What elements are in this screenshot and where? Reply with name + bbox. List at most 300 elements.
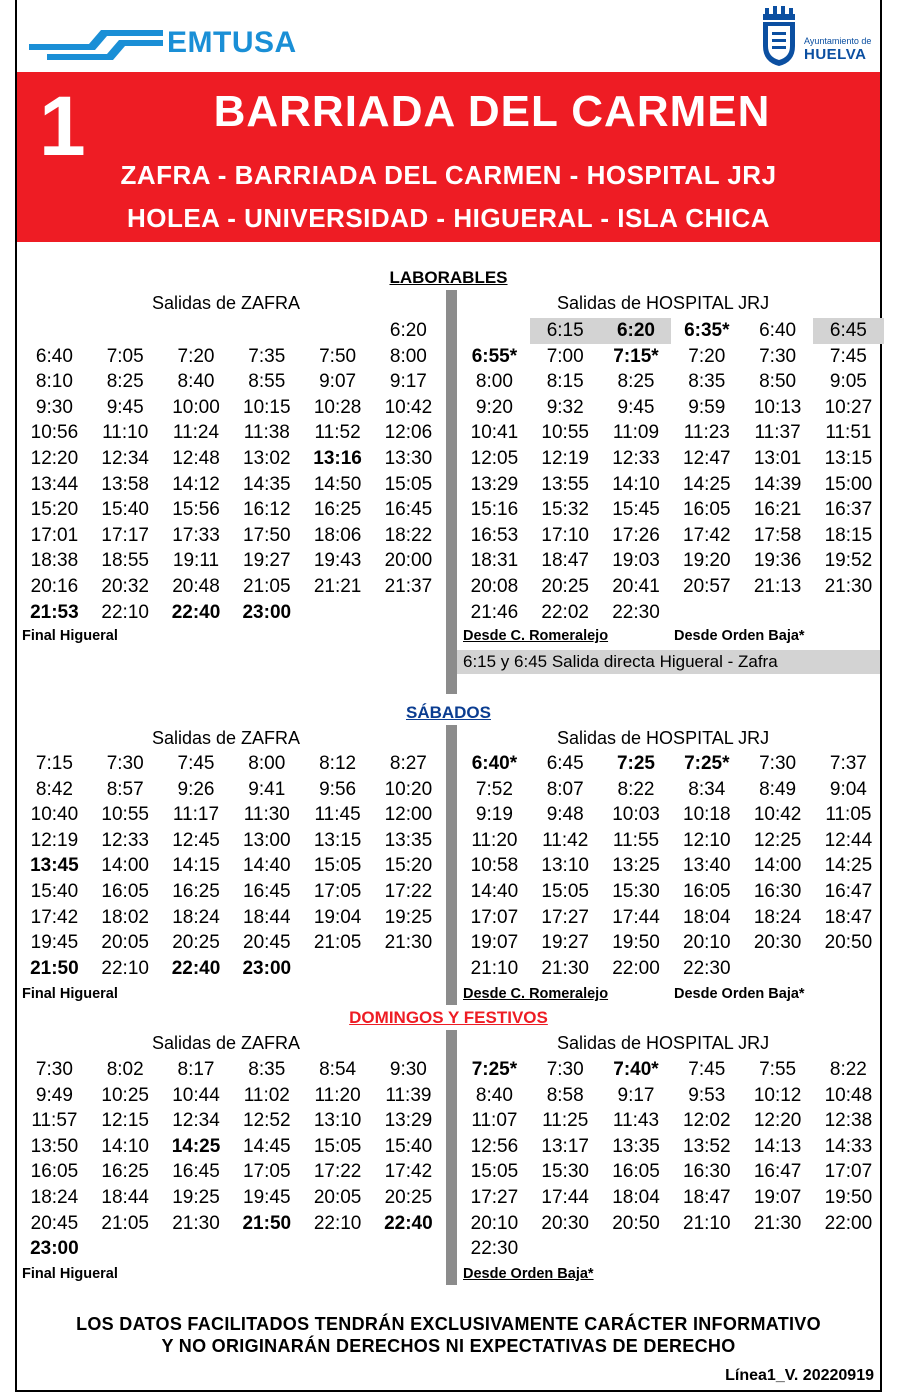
departure-time: 20:05	[101, 932, 149, 954]
departure-time: 8:00	[389, 345, 427, 367]
departure-time: 20:41	[612, 575, 660, 597]
departure-time: 14:45	[243, 1135, 291, 1157]
departure-time: 8:49	[759, 778, 797, 800]
departure-time: 17:17	[101, 524, 149, 546]
departure-time: 7:55	[759, 1059, 797, 1080]
empty-cell	[231, 318, 302, 344]
departure-time: 17:07	[470, 906, 519, 928]
departure-time: 7:52	[475, 778, 513, 800]
departure-time: 15:05	[313, 1135, 362, 1157]
empty-cell	[742, 1236, 813, 1262]
departure-time: 12:15	[101, 1110, 149, 1132]
departure-time: 18:31	[470, 550, 519, 572]
departure-time: 19:03	[612, 550, 660, 572]
departure-time: 11:25	[542, 1110, 589, 1132]
departure-time: 12:05	[470, 447, 519, 469]
departure-time: 16:05	[101, 880, 149, 902]
departure-time: 10:58	[470, 855, 519, 877]
departure-time: 15:56	[172, 499, 220, 521]
departure-time: 20:05	[313, 1186, 362, 1208]
departure-time: 20:45	[243, 932, 291, 954]
departure-time: 21:50	[30, 957, 79, 979]
departure-time: 16:45	[384, 499, 433, 521]
departure-time: 18:47	[824, 906, 873, 928]
departure-time: 18:47	[541, 550, 589, 572]
departure-time: 11:30	[243, 804, 290, 826]
departure-time: 12:00	[384, 804, 433, 826]
left-column-header: Salidas de ZAFRA	[152, 293, 301, 313]
departure-time: 17:10	[541, 524, 589, 546]
departure-time: 22:30	[612, 601, 660, 623]
departure-time: 16:05	[683, 880, 731, 902]
domingos-hospital-grid	[459, 1057, 884, 1262]
departure-time: 15:32	[541, 499, 589, 521]
departure-time: 12:48	[172, 447, 220, 469]
departure-time: 14:33	[824, 1135, 873, 1157]
departure-time: 18:38	[30, 550, 79, 572]
departure-time: 16:05	[30, 1161, 79, 1183]
departure-time: 19:27	[243, 550, 291, 572]
empty-cell	[302, 318, 373, 344]
departure-time: 9:05	[829, 371, 867, 393]
empty-cell	[161, 1236, 232, 1262]
final-higueral-note: Final Higueral	[22, 1266, 118, 1282]
departure-time: 12:38	[824, 1110, 873, 1132]
departure-time: 13:25	[612, 855, 660, 877]
departure-time: 8:42	[35, 778, 73, 800]
empty-cell	[601, 1236, 672, 1262]
departure-time: 20:50	[612, 1212, 660, 1234]
departure-time: 16:47	[753, 1161, 802, 1183]
departure-time: 11:09	[612, 422, 660, 444]
departure-time: 23:00	[242, 601, 292, 623]
departure-time: 12:02	[683, 1110, 731, 1132]
departure-time: 11:55	[612, 829, 660, 851]
departure-time: 8:57	[106, 778, 144, 800]
column-separator	[446, 1030, 457, 1285]
departure-time: 6:55*	[471, 345, 518, 367]
departure-time: 20:50	[824, 932, 873, 954]
departure-time: 16:47	[824, 880, 873, 902]
departure-time: 14:25	[824, 855, 873, 877]
departure-time: 11:07	[471, 1110, 518, 1132]
departure-time: 8:07	[546, 778, 584, 800]
brand-name: EMTUSA	[167, 26, 297, 59]
departure-time: 11:45	[314, 804, 361, 826]
departure-time: 7:40*	[613, 1059, 659, 1080]
departure-time: 7:35	[248, 345, 286, 367]
departure-time: 12:56	[470, 1135, 519, 1157]
departure-time: 19:25	[384, 906, 433, 928]
laborables-hospital-grid	[459, 318, 884, 625]
departure-time: 19:04	[313, 906, 362, 928]
departure-time: 13:10	[541, 855, 589, 877]
departure-time: 13:40	[683, 855, 731, 877]
departure-time: 20:08	[470, 575, 519, 597]
departure-time: 11:02	[243, 1084, 290, 1106]
departure-time: 20:16	[30, 575, 79, 597]
empty-cell	[90, 1236, 161, 1262]
section-title-sabados: SÁBADOS	[405, 703, 491, 722]
departure-time: 18:55	[101, 550, 149, 572]
departure-time: 12:25	[753, 829, 802, 851]
departure-time: 17:22	[313, 1161, 362, 1183]
departure-time: 16:45	[243, 880, 291, 902]
departure-time: 7:30	[546, 1059, 584, 1080]
departure-time: 7:25*	[471, 1059, 518, 1080]
empty-cell	[530, 1236, 601, 1262]
departure-time: 17:50	[243, 524, 291, 546]
departure-time: 21:30	[753, 1212, 802, 1234]
departure-time: 7:00	[546, 345, 584, 367]
departure-time: 6:40	[35, 345, 73, 367]
departure-time: 11:05	[825, 804, 872, 826]
departure-time: 10:40	[30, 804, 79, 826]
departure-time: 18:44	[101, 1186, 149, 1208]
departure-time: 12:20	[30, 447, 79, 469]
section-title-laborables: LABORABLES	[389, 268, 508, 287]
departure-time: 8:40	[475, 1084, 513, 1106]
departure-time: 14:35	[243, 473, 291, 495]
departure-time: 9:07	[319, 371, 357, 393]
departure-time: 12:33	[101, 829, 149, 851]
empty-cell	[161, 318, 232, 344]
departure-time: 15:40	[30, 880, 79, 902]
empty-cell	[302, 600, 373, 626]
departure-time: 12:10	[683, 829, 731, 851]
departure-time: 7:30	[759, 345, 797, 367]
departure-time: 8:10	[35, 371, 73, 393]
departure-time: 18:04	[612, 1186, 660, 1208]
departure-time: 7:20	[688, 345, 726, 367]
departure-time: 22:02	[541, 601, 589, 623]
departure-time: 11:42	[542, 829, 589, 851]
departure-time: 9:41	[248, 778, 286, 800]
departure-time: 7:45	[177, 753, 215, 774]
departure-time: 17:42	[683, 524, 731, 546]
departure-time: 8:55	[248, 371, 286, 393]
empty-cell	[373, 600, 444, 626]
departure-time: 9:04	[829, 778, 867, 800]
departure-time: 14:50	[313, 473, 362, 495]
departure-time: 18:15	[824, 524, 873, 546]
departure-time: 11:10	[102, 422, 149, 444]
departure-time: 8:35	[688, 371, 726, 393]
departure-time: 15:40	[101, 499, 149, 521]
departure-time: 18:02	[101, 906, 149, 928]
departure-time: 6:35*	[684, 320, 730, 341]
empty-cell	[742, 956, 813, 982]
domingos-zafra-grid	[19, 1057, 444, 1262]
empty-cell	[671, 1236, 742, 1262]
departure-time: 19:07	[470, 932, 519, 954]
line-name: BARRIADA DEL CARMEN	[213, 87, 771, 136]
departure-time: 20:32	[101, 575, 149, 597]
right-column-header: Salidas de HOSPITAL JRJ	[557, 728, 770, 748]
departure-time: 23:00	[242, 957, 292, 979]
departure-time: 21:13	[753, 575, 802, 597]
empty-cell	[231, 1236, 302, 1262]
section-title-domingos: DOMINGOS Y FESTIVOS	[349, 1008, 548, 1027]
departure-time: 13:45	[30, 855, 79, 877]
column-separator	[446, 290, 457, 694]
departure-time: 22:40	[171, 601, 221, 623]
departure-time: 7:05	[106, 345, 144, 367]
departure-time: 23:00	[30, 1238, 79, 1260]
departure-time: 9:30	[35, 396, 73, 418]
route-description-2: HOLEA - UNIVERSIDAD - HIGUERAL - ISLA CHICA	[126, 203, 771, 233]
departure-time: 12:47	[683, 447, 731, 469]
departure-time: 17:33	[172, 524, 220, 546]
empty-cell	[813, 956, 884, 982]
departure-time: 19:25	[172, 1186, 220, 1208]
departure-time: 18:04	[683, 906, 731, 928]
left-column-header: Salidas de ZAFRA	[152, 728, 301, 748]
departure-time: 6:20	[389, 320, 427, 341]
departure-time: 13:16	[313, 447, 362, 469]
departure-time: 13:02	[243, 447, 291, 469]
departure-time: 7:25*	[684, 753, 730, 774]
departure-time: 22:10	[101, 957, 149, 979]
ayuntamiento-label: Ayuntamiento de	[804, 36, 872, 46]
departure-time: 12:20	[753, 1110, 802, 1132]
departure-time: 14:10	[101, 1135, 149, 1157]
departure-time: 18:24	[172, 906, 220, 928]
departure-time: 22:40	[384, 1212, 433, 1234]
departure-time: 10:44	[172, 1084, 220, 1106]
departure-time: 16:21	[753, 499, 802, 521]
departure-time: 7:15	[35, 753, 73, 774]
departure-time: 8:22	[829, 1059, 867, 1080]
empty-cell	[19, 318, 90, 344]
departure-time: 14:00	[753, 855, 802, 877]
departure-time: 7:30	[35, 1059, 73, 1080]
departure-time: 19:07	[753, 1186, 802, 1208]
departure-time: 18:44	[243, 906, 291, 928]
departure-time: 21:30	[172, 1212, 220, 1234]
sabados-zafra-grid	[19, 751, 444, 981]
laborables-zafra-grid	[19, 318, 444, 625]
departure-time: 19:45	[243, 1186, 291, 1208]
departure-time: 13:15	[824, 447, 873, 469]
departure-time: 15:05	[541, 880, 589, 902]
departure-time: 13:29	[384, 1110, 433, 1132]
departure-time: 7:50	[319, 345, 357, 367]
departure-time: 17:44	[612, 906, 660, 928]
empty-cell	[813, 600, 884, 626]
departure-time: 13:17	[541, 1135, 589, 1157]
departure-time: 20:30	[541, 1212, 589, 1234]
departure-time: 13:55	[541, 473, 589, 495]
final-higueral-note: Final Higueral	[22, 986, 118, 1002]
departure-time: 14:00	[101, 855, 149, 877]
departure-time: 10:27	[824, 396, 873, 418]
departure-time: 13:00	[243, 829, 291, 851]
departure-time: 15:05	[384, 473, 433, 495]
departure-time: 9:56	[319, 778, 357, 800]
romeralejo-note: Desde C. Romeralejo	[463, 628, 609, 644]
departure-time: 11:43	[612, 1110, 660, 1132]
departure-time: 19:27	[541, 932, 589, 954]
departure-time: 11:37	[754, 422, 801, 444]
departure-time: 8:50	[759, 371, 797, 393]
departure-time: 12:34	[101, 447, 149, 469]
disclaimer	[17, 1313, 880, 1357]
departure-time: 11:57	[31, 1110, 78, 1132]
right-column-header: Salidas de HOSPITAL JRJ	[557, 1033, 770, 1053]
departure-time: 10:18	[683, 804, 731, 826]
departure-time: 16:37	[824, 499, 873, 521]
departure-time: 8:40	[177, 371, 215, 393]
departure-time: 9:30	[389, 1059, 427, 1080]
departure-time: 18:24	[753, 906, 802, 928]
empty-cell	[459, 318, 530, 344]
direct-departure-note: 6:15 y 6:45 Salida directa Higueral - Zafra	[457, 650, 880, 674]
departure-time: 7:20	[177, 345, 215, 367]
departure-time: 13:30	[384, 447, 433, 469]
departure-time: 20:10	[470, 1212, 519, 1234]
departure-time: 8:54	[319, 1059, 357, 1080]
departure-time: 16:05	[683, 499, 731, 521]
departure-time: 19:45	[30, 932, 79, 954]
departure-time: 14:25	[171, 1135, 221, 1157]
departure-time: 21:37	[384, 575, 433, 597]
departure-time: 14:10	[612, 473, 660, 495]
departure-time: 15:05	[313, 855, 362, 877]
departure-time: 10:28	[313, 396, 362, 418]
departure-time: 17:07	[824, 1161, 873, 1183]
departure-time: 18:47	[683, 1186, 731, 1208]
departure-time: 18:22	[384, 524, 433, 546]
departure-time: 20:57	[683, 575, 731, 597]
departure-time: 20:30	[753, 932, 802, 954]
departure-time: 19:36	[753, 550, 802, 572]
departure-time: 10:42	[753, 804, 802, 826]
departure-time: 13:10	[313, 1110, 362, 1132]
departure-time: 9:17	[389, 371, 427, 393]
departure-time: 8:17	[177, 1059, 215, 1080]
departure-time: 13:44	[30, 473, 79, 495]
departure-time: 9:53	[688, 1084, 726, 1106]
departure-time: 10:20	[384, 778, 433, 800]
departure-time: 21:30	[541, 957, 589, 979]
departure-time: 6:45	[813, 318, 884, 344]
departure-time: 13:35	[612, 1135, 660, 1157]
orden-baja-note: Desde Orden Baja*	[674, 986, 805, 1002]
departure-time: 15:00	[824, 473, 873, 495]
romeralejo-note: Desde C. Romeralejo	[463, 986, 609, 1002]
departure-time: 10:55	[101, 804, 149, 826]
departure-time: 10:12	[753, 1084, 802, 1106]
departure-time: 10:48	[824, 1084, 873, 1106]
departure-time: 14:39	[753, 473, 802, 495]
departure-time: 19:50	[824, 1186, 873, 1208]
departure-time: 10:56	[30, 422, 79, 444]
departure-time: 21:46	[470, 601, 519, 623]
departure-time: 15:20	[30, 499, 79, 521]
departure-time: 10:13	[753, 396, 802, 418]
departure-time: 8:27	[389, 753, 427, 774]
departure-time: 18:06	[313, 524, 362, 546]
departure-time: 22:00	[824, 1212, 873, 1234]
departure-time: 10:41	[470, 422, 519, 444]
departure-time: 8:00	[475, 371, 513, 393]
departure-time: 8:02	[106, 1059, 144, 1080]
departure-time: 7:25	[616, 753, 655, 774]
departure-time: 17:58	[753, 524, 802, 546]
departure-time: 16:53	[470, 524, 519, 546]
departure-time: 11:20	[314, 1084, 361, 1106]
departure-time: 13:29	[470, 473, 519, 495]
departure-time: 15:05	[470, 1161, 519, 1183]
empty-cell	[671, 600, 742, 626]
departure-time: 20:00	[384, 550, 433, 572]
departure-time: 22:40	[171, 957, 221, 979]
departure-time: 11:51	[825, 422, 872, 444]
departure-time: 20:10	[683, 932, 731, 954]
departure-time: 8:12	[319, 753, 357, 774]
departure-time: 9:26	[177, 778, 215, 800]
departure-time: 22:10	[101, 601, 149, 623]
departure-time: 9:19	[475, 804, 513, 826]
departure-time: 15:30	[541, 1161, 589, 1183]
departure-time: 11:38	[243, 422, 290, 444]
departure-time: 22:10	[313, 1212, 362, 1234]
departure-time: 15:45	[612, 499, 660, 521]
departure-time: 15:16	[470, 499, 519, 521]
departure-time: 14:13	[753, 1135, 802, 1157]
departure-time: 14:12	[172, 473, 220, 495]
departure-time: 7:45	[829, 345, 867, 367]
departure-time: 12:52	[243, 1110, 291, 1132]
departure-time: 9:20	[475, 396, 513, 418]
departure-time: 21:05	[313, 932, 362, 954]
departure-time: 7:37	[829, 753, 867, 774]
departure-time: 14:40	[470, 880, 519, 902]
departure-time: 12:34	[172, 1110, 220, 1132]
departure-time: 8:34	[688, 778, 726, 800]
empty-cell	[813, 1236, 884, 1262]
final-higueral-note: Final Higueral	[22, 628, 118, 644]
departure-time: 10:55	[541, 422, 589, 444]
departure-time: 16:30	[683, 1161, 731, 1183]
huelva-label: HUELVA	[804, 46, 867, 63]
departure-time: 13:50	[30, 1135, 79, 1157]
departure-time: 15:20	[384, 855, 433, 877]
departure-time: 13:52	[683, 1135, 731, 1157]
departure-time: 20:25	[172, 932, 220, 954]
departure-time: 17:22	[384, 880, 433, 902]
departure-time: 21:05	[101, 1212, 149, 1234]
departure-time: 9:45	[106, 396, 144, 418]
line-number: 1	[39, 79, 86, 173]
departure-time: 17:05	[243, 1161, 291, 1183]
departure-time: 13:15	[313, 829, 362, 851]
departure-time: 8:58	[546, 1084, 584, 1106]
departure-time: 17:27	[470, 1186, 519, 1208]
departure-time: 13:35	[384, 829, 433, 851]
departure-time: 16:12	[243, 499, 291, 521]
departure-time: 8:25	[106, 371, 144, 393]
empty-cell	[302, 956, 373, 982]
departure-time: 22:30	[683, 957, 731, 979]
orden-baja-note: Desde Orden Baja*	[463, 1266, 594, 1282]
departure-time: 7:45	[688, 1059, 726, 1080]
departure-time: 7:30	[106, 753, 144, 774]
departure-time: 19:20	[683, 550, 731, 572]
departure-time: 11:23	[683, 422, 730, 444]
departure-time: 16:45	[172, 1161, 220, 1183]
